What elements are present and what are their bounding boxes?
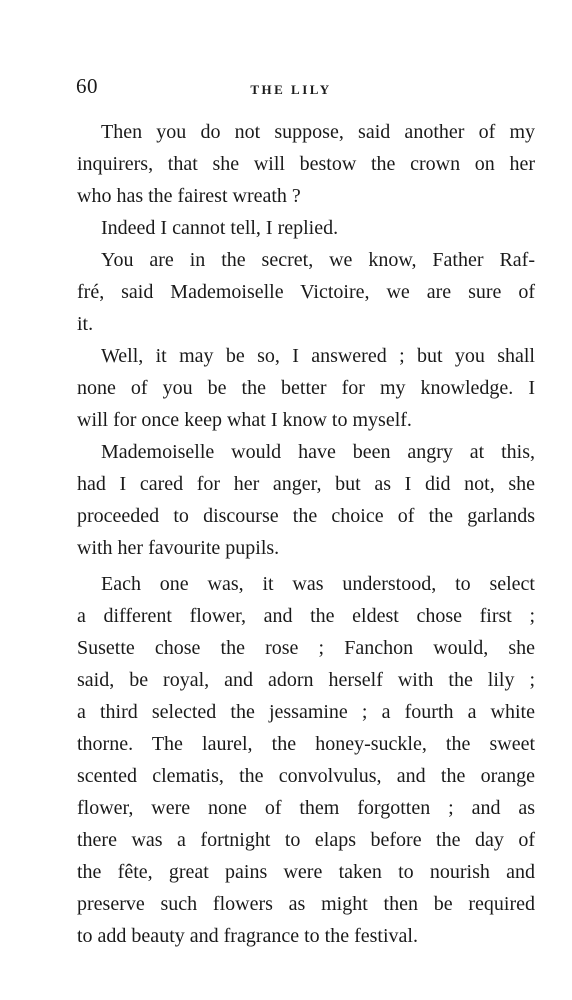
paragraph (77, 340, 535, 436)
text-line: a third selected the jessamine ; a fourth a white (77, 701, 535, 723)
text-line: a different flower, and the eldest chose first ; (77, 605, 535, 627)
text-line: You are in the secret, we know, Father Raf- (101, 249, 535, 271)
text-line: Mademoiselle would have been angry at this, (101, 441, 535, 463)
text-line: to add beauty and fragrance to the festival. (77, 925, 418, 947)
paragraph (77, 116, 535, 212)
text-line: fré, said Mademoiselle Victoire, we are sure of (77, 281, 535, 303)
paragraph (77, 244, 535, 340)
text-line: who has the fairest wreath ? (77, 185, 301, 207)
text-line: none of you be the better for my knowledge. I (77, 377, 535, 399)
text-line: Then you do not suppose, said another of my (101, 121, 535, 143)
text-line: had I cared for her anger, but as I did not, she (77, 473, 535, 495)
text-line: proceeded to discourse the choice of the garlands (77, 505, 535, 527)
text-line: flower, were none of them forgotten ; and as (77, 797, 535, 819)
running-title: THE LILY (250, 82, 332, 97)
text-line: will for once keep what I know to myself. (77, 409, 412, 431)
text-line: Indeed I cannot tell, I replied. (101, 217, 339, 239)
text-line: preserve such flowers as might then be required (77, 893, 535, 915)
text-line: inquirers, that she will bestow the crown on her (77, 153, 535, 175)
text-line: said, be royal, and adorn herself with the lily ; (77, 669, 535, 691)
text-line: the fête, great pains were taken to nourish and (77, 861, 535, 883)
text-line: scented clematis, the convolvulus, and the orange (77, 765, 535, 787)
text-line: thorne. The laurel, the honey-suckle, the sweet (77, 733, 535, 755)
text-line: Well, it may be so, I answered ; but you shall (101, 345, 535, 367)
text-line: it. (77, 313, 94, 335)
page-number: 60 (76, 74, 98, 98)
paragraph (77, 568, 535, 952)
paragraph (77, 436, 535, 564)
text-line: there was a fortnight to elaps before the day of (77, 829, 535, 851)
text-line: Each one was, it was understood, to select (101, 573, 535, 595)
text-line: Susette chose the rose ; Fanchon would, she (77, 637, 535, 659)
text-line: with her favourite pupils. (77, 537, 280, 559)
body-text (77, 116, 535, 952)
paragraph (77, 212, 535, 244)
